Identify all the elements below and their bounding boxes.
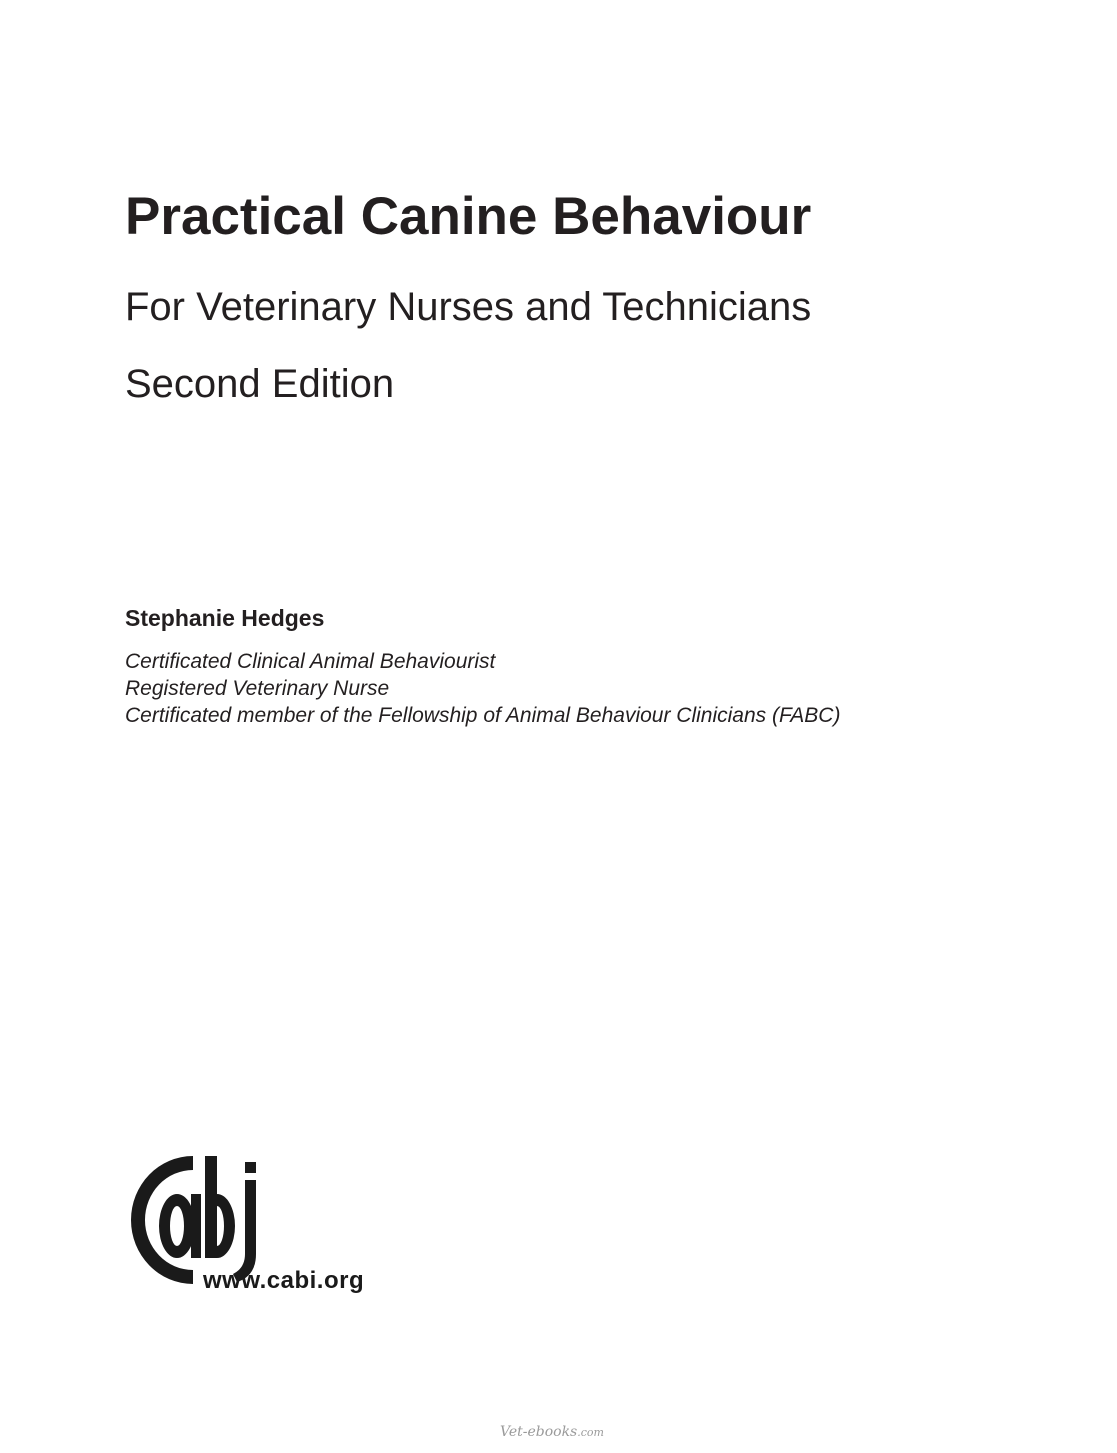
- publisher-logo: [125, 1150, 370, 1300]
- watermark: [500, 1424, 604, 1440]
- author-name: Stephanie Hedges: [125, 605, 325, 631]
- author-credentials: [125, 648, 840, 729]
- credential-item: Registered Veterinary Nurse: [125, 677, 390, 700]
- book-title: Practical Canine Behaviour: [125, 187, 812, 246]
- credential-item: Certificated member of the Fellowship of Animal Behaviour Clinicians (FABC): [125, 704, 841, 727]
- watermark-suffix: .com: [577, 1426, 604, 1439]
- book-subtitle: For Veterinary Nurses and Technicians: [125, 285, 812, 329]
- publisher-url: www.cabi.org: [203, 1267, 365, 1294]
- credential-item: Certificated Clinical Animal Behaviourist: [125, 650, 496, 673]
- book-edition: Second Edition: [125, 362, 395, 406]
- watermark-text: Vet-ebooks: [500, 1424, 578, 1440]
